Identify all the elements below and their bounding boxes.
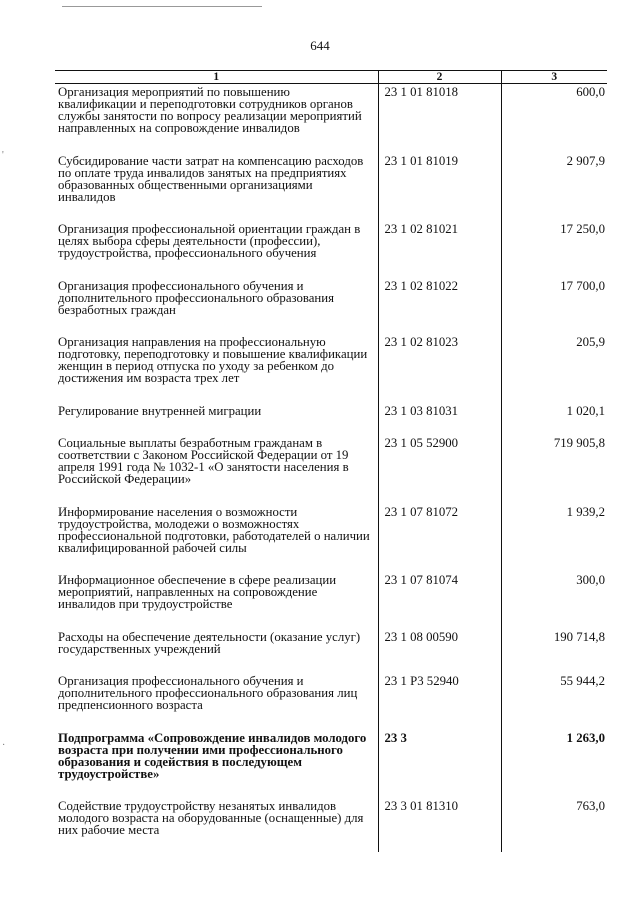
row-code: 23 3 01 81310: [378, 798, 501, 852]
row-amount: 719 905,8: [501, 435, 607, 504]
row-name: Информационное обеспечение в сфере реализации мероприятий, направленных на сопровождение инвалидов при трудоустройстве: [58, 573, 337, 611]
row-name: Социальные выплаты безработным гражданам в соответствии с Законом Российской Федерации от 19 апреля 1991 года № 1032-1 «О занятости населения в Российской Федерации»: [58, 436, 349, 486]
row-amount: 763,0: [501, 798, 607, 852]
row-code: 23 3: [378, 730, 501, 799]
row-name: Расходы на обеспечение деятельности (оказание услуг) государственных учреждений: [58, 629, 361, 656]
row-name: Информирование населения о возможности трудоустройства, молодежи о возможностях профессиональной подготовки, работодателей о наличии квалифицированной рабочей силы: [58, 504, 370, 555]
row-code: 23 1 03 81031: [378, 403, 501, 436]
table-row: [55, 673, 607, 730]
table-row: [55, 572, 607, 629]
row-name: Организация профессионального обучения и дополнительного профессионального образования лиц предпенсионного возраста: [58, 674, 358, 712]
margin-mark: ·: [2, 740, 6, 751]
row-name: Организация профессиональной ориентации граждан в целях выбора сферы деятельности (профессии), трудоустройства, профессионального обучения: [58, 222, 361, 260]
row-name: Содействие трудоустройству незанятых инвалидов молодого возраста на оборудованные (оснащенные) для них рабочие места: [58, 799, 364, 837]
row-code: 23 1 02 81021: [378, 221, 501, 278]
table-row: [55, 153, 607, 222]
table-row: [55, 798, 607, 852]
row-name: Организация направления на профессиональную подготовку, переподготовку и повышение квалификации женщин в период отпуска по уходу за ребенком до достижения им возраста трех лет: [58, 335, 368, 385]
row-amount: 600,0: [501, 84, 607, 153]
row-amount: 190 714,8: [501, 629, 607, 674]
row-name: Субсидирование части затрат на компенсацию расходов по оплате труда инвалидов занятых на предприятиях образованных общественными организациями инвалидов: [58, 153, 364, 204]
row-code: 23 1 02 81022: [378, 278, 501, 335]
row-amount: 17 250,0: [501, 221, 607, 278]
table-row: [55, 435, 607, 504]
table-row: [55, 278, 607, 335]
top-rule: [62, 6, 262, 7]
row-name: Подпрограмма «Сопровождение инвалидов молодого возраста при получении ими профессионального образования и содействия в последующем трудоустройстве»: [58, 730, 367, 781]
row-amount: 1 263,0: [501, 730, 607, 799]
table-row: [55, 629, 607, 674]
header-col-2: 2: [378, 71, 501, 84]
row-code: 23 1 07 81074: [378, 572, 501, 629]
row-name: Организация мероприятий по повышению квалификации и переподготовки сотрудников органов службы занятости по вопросу реализации мероприятий направленных на сопровождение инвалидов: [58, 85, 362, 135]
row-code: 23 1 01 81018: [378, 84, 501, 153]
table-row: [55, 504, 607, 573]
table-row: [55, 403, 607, 436]
row-amount: 1 939,2: [501, 504, 607, 573]
row-amount: 2 907,9: [501, 153, 607, 222]
row-name: Регулирование внутренней миграции: [58, 403, 262, 418]
row-amount: 55 944,2: [501, 673, 607, 730]
header-col-1: 1: [55, 71, 378, 84]
row-code: 23 1 P3 52940: [378, 673, 501, 730]
page-number: 644: [310, 38, 330, 53]
row-code: 23 1 01 81019: [378, 153, 501, 222]
row-amount: 17 700,0: [501, 278, 607, 335]
row-code: 23 1 05 52900: [378, 435, 501, 504]
table-row: [55, 84, 607, 153]
row-name: Организация профессионального обучения и дополнительного профессионального образования безработных граждан: [58, 278, 335, 317]
budget-table: [55, 70, 607, 852]
row-code: 23 1 02 81023: [378, 334, 501, 403]
header-row: [55, 71, 607, 84]
table-row: [55, 730, 607, 799]
row-amount: 1 020,1: [501, 403, 607, 436]
table-row: [55, 221, 607, 278]
row-amount: 300,0: [501, 572, 607, 629]
header-col-3: 3: [501, 71, 607, 84]
row-code: 23 1 08 00590: [378, 629, 501, 674]
row-amount: 205,9: [501, 334, 607, 403]
row-code: 23 1 07 81072: [378, 504, 501, 573]
table-body: [55, 84, 607, 853]
margin-mark: ': [2, 150, 4, 161]
table-row: [55, 334, 607, 403]
